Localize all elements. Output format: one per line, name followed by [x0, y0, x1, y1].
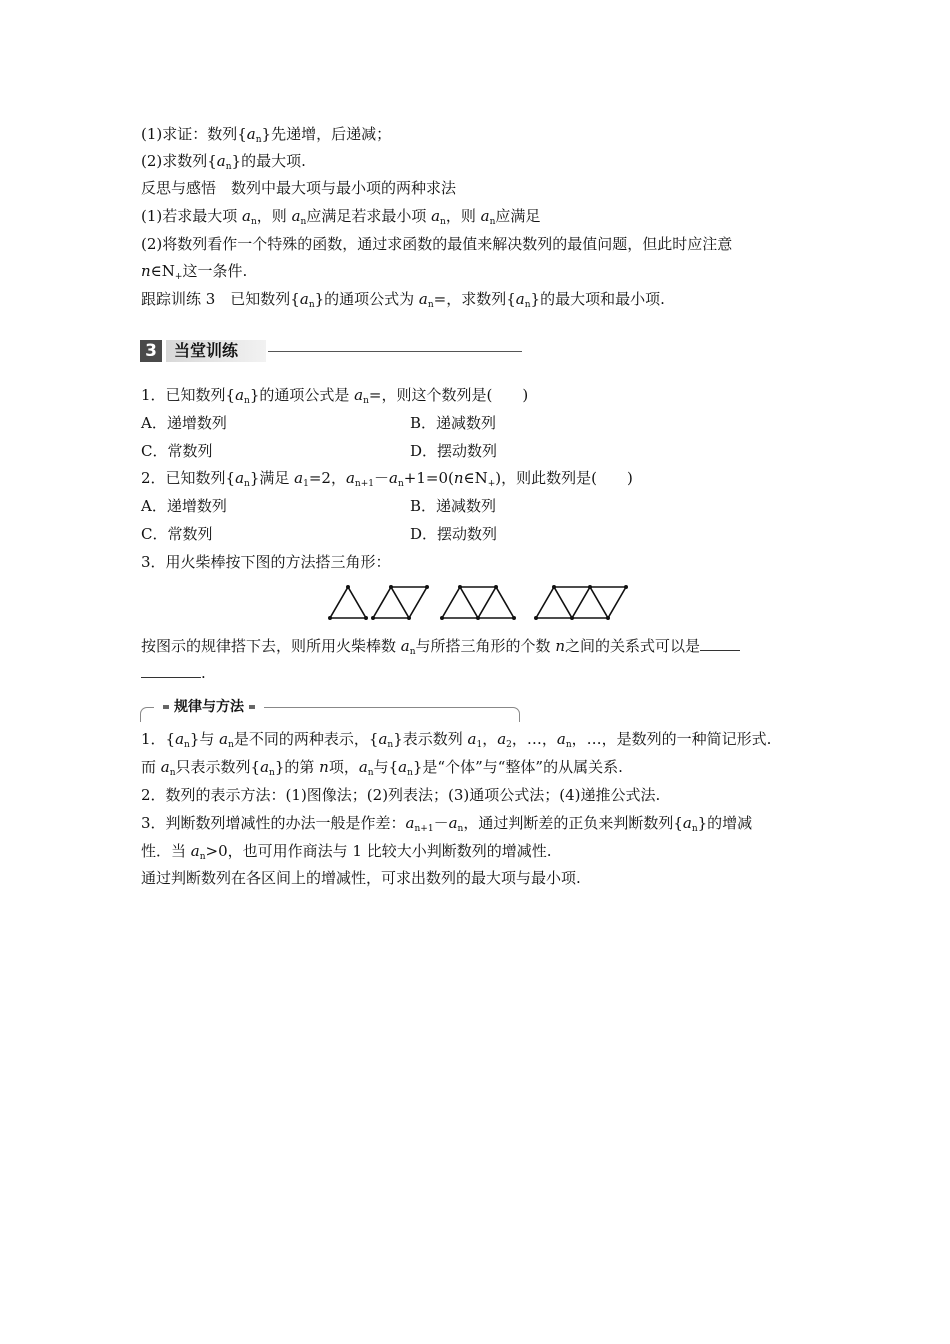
section-title: 当堂训练	[166, 340, 266, 362]
q3-stem: 3．用火柴棒按下图的方法搭三角形：	[141, 553, 391, 571]
section-rule	[268, 351, 522, 352]
q1-option-d: D．摆动数列	[410, 442, 498, 460]
q1-stem: 1．已知数列$\{a_n\}$的通项公式是 $a_n=$，则这个数列是( )	[141, 386, 529, 406]
reflection-point-2: (2)将数列看作一个特殊的函数，通过求函数的最值来解决数列的最值问题，但此时应注意	[141, 235, 733, 253]
matchstick-triangles-figure	[326, 583, 641, 623]
rules-box-title: 规律与方法	[154, 697, 264, 717]
right-square-icon	[249, 705, 255, 709]
rules-box-heading	[140, 697, 520, 721]
q2-stem: 2．已知数列$\{a_n\}$满足 $a_1=2$，$a_{n+1}-a_n+1=0(n\in N_+)$，则此数列是( )	[141, 469, 633, 489]
q1-options-row1	[141, 413, 497, 433]
rule-4: 通过判断数列在各区间上的增减性，可求出数列的最大项与最小项.	[141, 869, 581, 887]
rule-2: 2．数列的表示方法：(1)图像法；(2)列表法；(3)通项公式法；(4)递推公式法.	[141, 786, 661, 804]
answer-blank-cont	[141, 663, 201, 678]
answer-blank	[700, 636, 740, 651]
triangle-group-2	[373, 587, 427, 618]
triangle-group-4	[536, 587, 626, 618]
q1-option-b: B．递减数列	[410, 414, 497, 432]
reflection-heading: 反思与感悟 数列中最大项与最小项的两种求法	[141, 179, 457, 197]
q2-option-d: D．摆动数列	[410, 525, 498, 543]
section-heading	[140, 338, 522, 364]
left-square-icon	[163, 705, 169, 709]
part2-line: (2)求数列$\{a_n\}$的最大项.	[141, 152, 306, 172]
q3-followup-cont: .	[141, 663, 206, 683]
q1-option-c: C．常数列	[141, 442, 213, 460]
rule-1-line-2: 而 $a_n$只表示数列$\{a_n\}$的第 n项，$a_n$与$\{a_n\}$是“个体”与“整体”的从属关系.	[141, 758, 623, 778]
follow-up-exercise-3: 跟踪训练 3 已知数列$\{a_n\}$的通项公式为 $a_n=$，求数列$\{a_n\}$的最大项和最小项.	[141, 290, 665, 310]
rule-1-line-1: 1．$\{a_n\}$与 $a_n$是不同的两种表示，$\{a_n\}$表示数列 $a_1$，$a_2$，…，$a_n$，…，是数列的一种简记形式.	[141, 730, 772, 750]
reflection-point-2-cont: $n\in N_+$这一条件.	[141, 262, 248, 282]
rule-3-line-1: 3．判断数列增减性的办法一般是作差：$a_{n+1}-a_n$，通过判断差的正负来判断数列$\{a_n\}$的增减	[141, 814, 753, 834]
q2-options-row1	[141, 496, 497, 516]
q3-followup: 按图示的规律搭下去，则所用火柴棒数 $a_n$与所搭三角形的个数 n之间的关系式可以是	[141, 636, 740, 662]
part1-line: (1)求证：数列$\{a_n\}$先递增，后递减；	[141, 125, 392, 145]
q2-option-b: B．递减数列	[410, 497, 497, 515]
triangle-group-3	[442, 587, 514, 618]
q1-options-row2	[141, 441, 498, 461]
q2-option-a: A．递增数列	[141, 497, 227, 515]
section-number: 3	[140, 340, 162, 362]
reflection-point-1: (1)若求最大项 $a_n$，则 $a_n$应满足若求最小项 $a_n$，则 $a_n$应满足	[141, 207, 541, 227]
rule-3-line-2: 性．当 $a_n>0$，也可用作商法与 1 比较大小判断数列的增减性.	[141, 842, 552, 862]
triangle-group-1	[330, 587, 366, 618]
q1-option-a: A．递增数列	[141, 414, 227, 432]
q2-option-c: C．常数列	[141, 525, 213, 543]
q2-options-row2	[141, 524, 498, 544]
